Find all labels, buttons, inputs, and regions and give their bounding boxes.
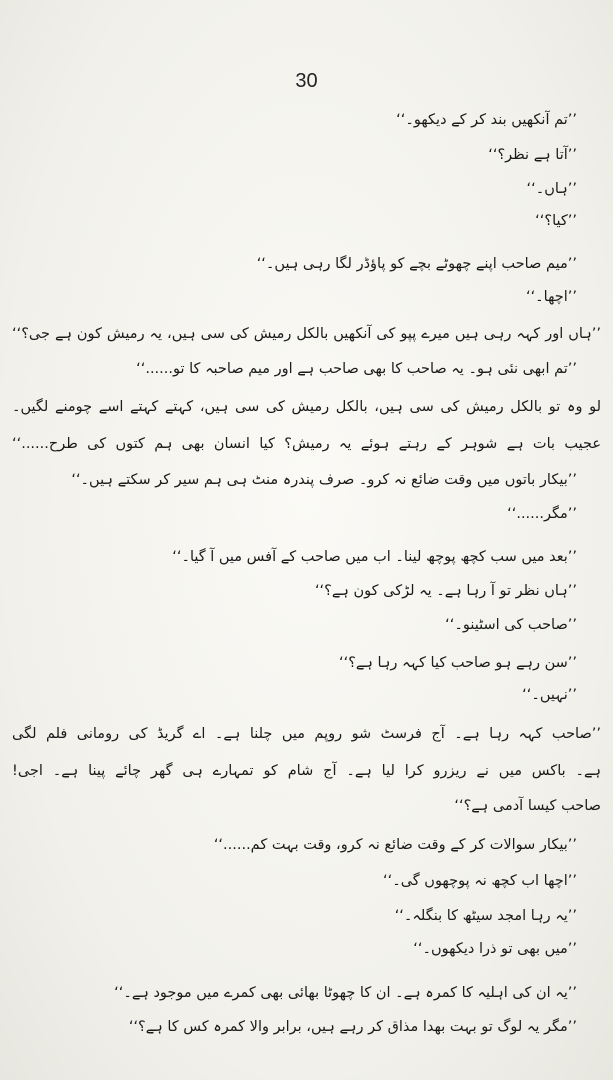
text-line-20: صاحب کیسا آدمی ہے؟‘‘: [454, 798, 601, 814]
text-line-7: ’’ہاں اور کہہ رہی ہیں میرے پپو کی آنکھیں بالکل رمیش کی سی ہیں، یہ رمیش کون ہے جی؟‘‘: [12, 326, 601, 342]
text-line-14: ’’ہاں نظر تو آ رہا ہے۔ یہ لڑکی کون ہے؟‘‘: [314, 583, 577, 599]
text-line-18: ’’صاحب کہہ رہا ہے۔ آج فرسٹ شو روپم میں چلنا ہے۔ اے گریڈ کی رومانی فلم لگی: [12, 726, 601, 742]
page-number: 30: [295, 70, 318, 92]
text-line-21: ’’بیکار سوالات کر کے وقت ضائع نہ کرو، وقت بہت کم......‘‘: [213, 837, 577, 853]
text-line-22: ’’اچھا اب کچھ نہ پوچھوں گی۔‘‘: [382, 873, 577, 889]
text-line-24: ’’میں بھی تو ذرا دیکھوں۔‘‘: [413, 941, 577, 957]
text-line-8: ’’تم ابھی نئی ہو۔ یہ صاحب کا بھی صاحب ہے اور میم صاحبہ کا تو......‘‘: [136, 361, 577, 377]
text-line-4: ’’کیا؟‘‘: [535, 213, 577, 229]
text-line-9: لو وہ تو بالکل رمیش کی سی ہیں، بالکل رمیش کی سی ہیں، کہتے کہتے اسے چومنے لگیں۔: [12, 399, 601, 415]
text-line-15: ’’صاحب کی اسٹینو۔‘‘: [445, 617, 577, 633]
text-line-11: ’’بیکار باتوں میں وقت ضائع نہ کرو۔ صرف پندرہ منٹ ہی ہم سیر کر سکتے ہیں۔‘‘: [71, 472, 577, 488]
text-line-2: ’’آتا ہے نظر؟‘‘: [488, 147, 577, 163]
text-line-12: ’’مگر......‘‘: [507, 506, 577, 522]
text-line-5: ’’میم صاحب اپنے چھوٹے بچے کو پاؤڈر لگا رہی ہیں۔‘‘: [256, 256, 577, 272]
text-line-10: عجیب بات ہے شوہر کے رہتے ہوئے یہ رمیش؟ کیا انسان بھی ہم کتوں کی طرح......‘‘: [12, 436, 601, 452]
text-line-26: ’’مگر یہ لوگ تو بہت بھدا مذاق کر رہے ہیں، برابر والا کمرہ کس کا ہے؟‘‘: [128, 1019, 577, 1035]
text-line-3: ’’ہاں۔‘‘: [526, 181, 577, 197]
text-line-1: ’’تم آنکھیں بند کر کے دیکھو۔‘‘: [396, 112, 577, 128]
text-line-6: ’’اچھا۔‘‘: [525, 289, 577, 305]
text-line-16: ’’سن رہے ہو صاحب کیا کہہ رہا ہے؟‘‘: [339, 655, 577, 671]
text-line-19: ہے۔ باکس میں نے ریزرو کرا لیا ہے۔ آج شام کو تمہارے ہی گھر چائے پینا ہے۔ اجی!: [12, 763, 601, 779]
text-line-17: ’’نہیں۔‘‘: [522, 687, 577, 703]
text-line-13: ’’بعد میں سب کچھ پوچھ لینا۔ اب میں صاحب کے آفس میں آ گیا۔‘‘: [172, 549, 577, 565]
text-line-23: ’’یہ رہا امجد سیٹھ کا بنگلہ۔‘‘: [394, 908, 577, 924]
text-line-25: ’’یہ ان کی اہلیہ کا کمرہ ہے۔ ان کا چھوٹا بھائی بھی کمرے میں موجود ہے۔‘‘: [114, 985, 577, 1001]
